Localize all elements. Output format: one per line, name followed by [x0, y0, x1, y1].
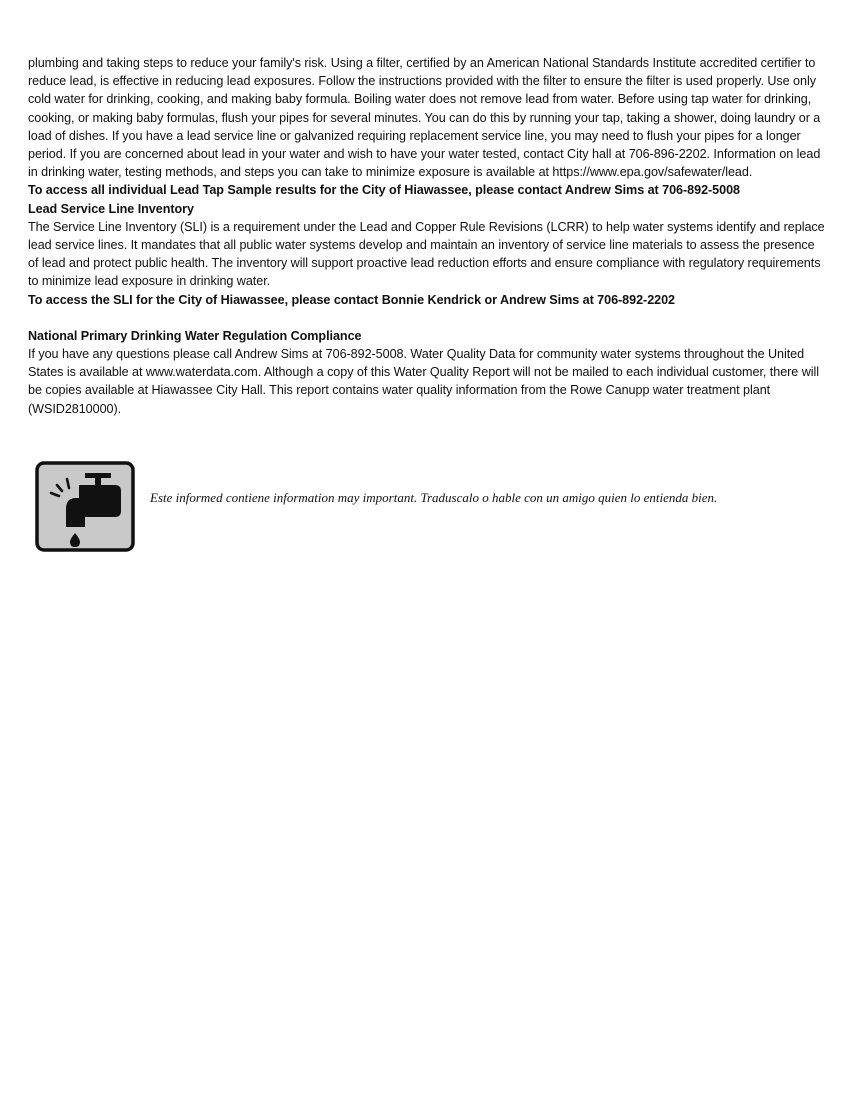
compliance-heading: National Primary Drinking Water Regulation Compliance: [28, 328, 362, 343]
spanish-notice-text: Este informed contiene information may important. Traduscalo o hable con un amigo quien lo entienda bien.: [150, 490, 718, 505]
lead-info-paragraph: plumbing and taking steps to reduce your family's risk. Using a filter, certified by an American National Standards Institute accredited certifier to reduce lead, is effective in reducing lead exposures. Follow the instructions provided with the filter to ensure the filter is used properly. Use only cold water for drinking, cooking, and making baby formula. Boiling water does not remove lead from water. Before using tap water for drinking, cooking, or making baby formulas, flush your pipes for several minutes. You can do this by running your tap, taking a shower, doing laundry or a load of dishes. If you have a lead service line or galvanized requiring replacement service line, you may need to flush your pipes for a longer period. If you are concerned about lead in your water and wish to have your water tested, contact City hall at 706-896-2202. Information on lead in drinking water, testing methods, and steps you can take to minimize exposure is available at https://www.epa.gov/safewater/lead.: [28, 56, 821, 180]
compliance-paragraph: If you have any questions please call Andrew Sims at 706-892-5008. Water Quality Data for community water systems throughout the United States is available at www.waterdata.com. Although a copy of this Water Quality Report will not be mailed to each individual customer, there will be copies available at Hiawassee City Hall. This report contains water quality information from the Rowe Canupp water treatment plant (WSID2810000).: [28, 347, 819, 416]
sli-contact: To access the SLI for the City of Hiawassee, please contact Bonnie Kendrick or Andrew Sims at 706-892-2202: [28, 292, 676, 307]
faucet-icon: [35, 461, 135, 552]
sli-heading: Lead Service Line Inventory: [28, 201, 194, 216]
document-body: [28, 54, 828, 418]
section-spacer: [28, 309, 828, 327]
spanish-notice: [35, 461, 815, 553]
tap-sample-contact: To access all individual Lead Tap Sample results for the City of Hiawassee, please contact Andrew Sims at 706-892-5008: [28, 183, 740, 198]
sli-paragraph: The Service Line Inventory (SLI) is a requirement under the Lead and Copper Rule Revisions (LCRR) to help water systems identify and replace lead service lines. It mandates that all public water systems develop and maintain an inventory of service line materials to assess the presence of lead and protect public health. The inventory will support proactive lead reduction efforts and ensure compliance with regulatory requirements to minimize lead exposure in drinking water.: [28, 219, 825, 289]
